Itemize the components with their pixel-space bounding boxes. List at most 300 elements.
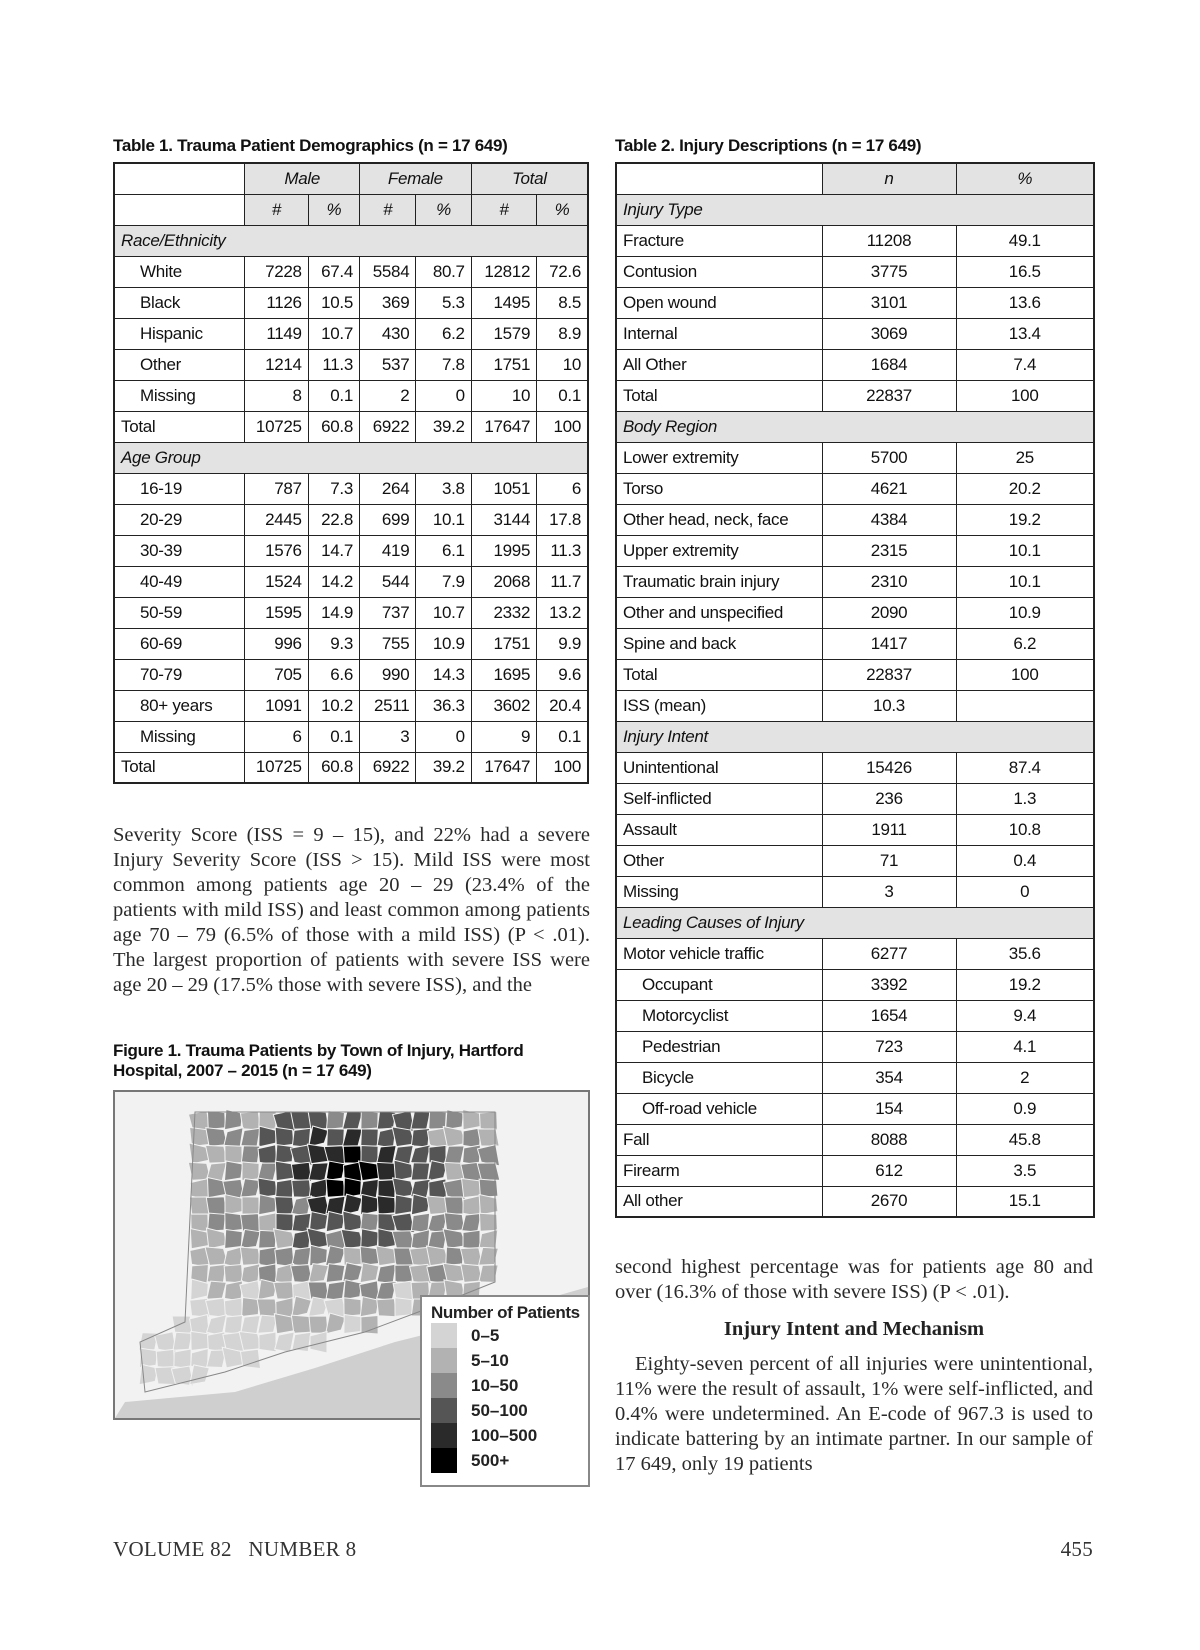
cell-pct: 0.9 (956, 1093, 1094, 1124)
row-label: Upper extremity (616, 535, 822, 566)
table-row (616, 225, 1094, 256)
town-region (274, 1282, 296, 1300)
cell-value: 7228 (245, 256, 308, 287)
table-row (616, 938, 1094, 969)
cell-value: 11.3 (308, 349, 359, 380)
town-region (462, 1213, 481, 1232)
town-region (275, 1197, 294, 1215)
table-row (114, 597, 588, 628)
cell-value: 14.9 (308, 597, 359, 628)
town-region (276, 1214, 293, 1232)
figure1-caption: Figure 1. Trauma Patients by Town of Injury, Hartford Hospital, 2007 – 2015 (n = 17 649) (113, 1041, 524, 1080)
cell-value: 2332 (471, 597, 536, 628)
row-label: 70-79 (114, 659, 245, 690)
cell-value: 1995 (471, 535, 536, 566)
cell-pct: 87.4 (956, 752, 1094, 783)
table-row (114, 659, 588, 690)
town-region (411, 1163, 429, 1180)
legend-item (431, 1423, 588, 1448)
row-label: Missing (114, 721, 245, 752)
table2-section-label: Injury Type (616, 194, 1094, 225)
town-region (308, 1282, 329, 1299)
town-region (377, 1196, 396, 1215)
cell-pct: 35.6 (956, 938, 1094, 969)
table-row (616, 566, 1094, 597)
cell-value: 1695 (471, 659, 536, 690)
table-row (114, 628, 588, 659)
cell-n: 11208 (822, 225, 956, 256)
table1-section (114, 225, 588, 256)
cell-pct: 100 (956, 659, 1094, 690)
table-row (114, 380, 588, 411)
table1-group-0: Male (245, 163, 360, 194)
cell-value: 0.1 (308, 380, 359, 411)
cell-value: 8.5 (537, 287, 588, 318)
row-label: ISS (mean) (616, 690, 822, 721)
town-region (156, 1349, 175, 1368)
legend-swatch (431, 1348, 457, 1373)
cell-value: 10725 (245, 752, 308, 783)
town-region (242, 1298, 260, 1317)
table-total-row (114, 752, 588, 783)
cell-n: 723 (822, 1031, 956, 1062)
town-region (224, 1265, 243, 1283)
town-region (292, 1332, 311, 1351)
town-region (308, 1112, 329, 1130)
table-row (616, 597, 1094, 628)
cell-value: 7.9 (416, 566, 471, 597)
cell-n: 71 (822, 845, 956, 876)
table1-corner (114, 163, 245, 194)
town-region (206, 1145, 228, 1163)
cell-pct: 100 (956, 380, 1094, 411)
row-label: Total (114, 752, 245, 783)
town-region (326, 1281, 345, 1300)
cell-value: 6.2 (416, 318, 471, 349)
town-region (327, 1129, 345, 1146)
legend-label: 5–10 (471, 1350, 509, 1370)
table-row (114, 566, 588, 597)
town-region (241, 1146, 260, 1163)
row-label: Missing (616, 876, 822, 907)
row-label: Bicycle (616, 1062, 822, 1093)
cell-value: 10.1 (416, 504, 471, 535)
table-row (616, 659, 1094, 690)
table-row (616, 473, 1094, 504)
cell-value: 10.2 (308, 690, 359, 721)
town-region (173, 1332, 192, 1350)
town-region (224, 1298, 242, 1318)
town-region (377, 1299, 397, 1317)
table-row (616, 752, 1094, 783)
table1-group-header (114, 163, 588, 194)
town-region (207, 1111, 225, 1130)
town-region (258, 1315, 277, 1333)
town-region (242, 1162, 259, 1180)
table1-subheader-0: # (245, 194, 308, 225)
cell-value: 2511 (360, 690, 416, 721)
town-region (225, 1213, 242, 1232)
town-region (292, 1180, 312, 1198)
cell-value: 537 (360, 349, 416, 380)
row-label: 50-59 (114, 597, 245, 628)
cell-value: 67.4 (308, 256, 359, 287)
town-region (378, 1180, 395, 1198)
legend-label: 100–500 (471, 1425, 538, 1445)
cell-value: 14.2 (308, 566, 359, 597)
legend-label: 50–100 (471, 1400, 528, 1420)
cell-value: 699 (360, 504, 416, 535)
cell-pct: 13.6 (956, 287, 1094, 318)
cell-value: 2 (360, 380, 416, 411)
town-region (377, 1264, 396, 1284)
town-region (463, 1230, 480, 1249)
map-legend (420, 1295, 590, 1487)
table2-header-0: n (822, 163, 956, 194)
table-row (616, 1155, 1094, 1186)
cell-pct: 20.2 (956, 473, 1094, 504)
table2-section-label: Injury Intent (616, 721, 1094, 752)
legend-swatch (431, 1323, 457, 1348)
cell-pct: 9.4 (956, 1000, 1094, 1031)
cell-value: 996 (245, 628, 308, 659)
cell-n: 2670 (822, 1186, 956, 1217)
row-label: Off-road vehicle (616, 1093, 822, 1124)
cell-n: 236 (822, 783, 956, 814)
cell-value: 1214 (245, 349, 308, 380)
table-row (616, 1186, 1094, 1217)
table-row (616, 783, 1094, 814)
left-paragraph: Severity Score (ISS = 9 – 15), and 22% had a severe Injury Severity Score (ISS > 15). Mild ISS were most common among patients age 20 – 29 (23.4% of the patients with mild ISS) and least common among patients age 70 – 79 (6.5% of those with a mild ISS) (P < .01). The largest proportion of patients with severe ISS were age 20 – 29 (17.5% those with severe ISS), and the (113, 824, 590, 996)
legend-swatch (431, 1398, 457, 1423)
row-label: Motor vehicle traffic (616, 938, 822, 969)
table-row (616, 845, 1094, 876)
table-row (616, 628, 1094, 659)
town-region (446, 1110, 464, 1130)
row-label: 60-69 (114, 628, 245, 659)
row-label: Torso (616, 473, 822, 504)
row-label: Occupant (616, 969, 822, 1000)
cell-n: 1684 (822, 349, 956, 380)
cell-value: 14.3 (416, 659, 471, 690)
table2-header-1: % (956, 163, 1094, 194)
table1-subheader-1: % (308, 194, 359, 225)
cell-value: 1091 (245, 690, 308, 721)
table-row (616, 1124, 1094, 1155)
cell-value: 990 (360, 659, 416, 690)
cell-value: 11.7 (537, 566, 588, 597)
table-row (114, 318, 588, 349)
cell-value: 11.3 (537, 535, 588, 566)
town-region (361, 1146, 378, 1164)
table1-section (114, 442, 588, 473)
cell-value: 1524 (245, 566, 308, 597)
cell-value: 3.8 (416, 473, 471, 504)
town-region (361, 1129, 379, 1146)
row-label: Motorcyclist (616, 1000, 822, 1031)
cell-value: 60.8 (308, 411, 359, 442)
town-region (309, 1212, 327, 1232)
town-region (411, 1129, 429, 1147)
legend-item (431, 1373, 588, 1398)
cell-value: 2445 (245, 504, 308, 535)
cell-n: 1911 (822, 814, 956, 845)
cell-pct: 45.8 (956, 1124, 1094, 1155)
table2-section (616, 721, 1094, 752)
row-label: Lower extremity (616, 442, 822, 473)
cell-value: 1495 (471, 287, 536, 318)
row-label: Total (616, 380, 822, 411)
cell-n: 3101 (822, 287, 956, 318)
cell-n: 10.3 (822, 690, 956, 721)
cell-value: 0 (416, 721, 471, 752)
row-label: 40-49 (114, 566, 245, 597)
cell-n: 154 (822, 1093, 956, 1124)
table1-group-2: Total (471, 163, 588, 194)
cell-value: 5584 (360, 256, 416, 287)
town-region (242, 1197, 259, 1214)
town-region (326, 1211, 345, 1231)
town-region (310, 1245, 328, 1266)
town-region (445, 1197, 465, 1214)
cell-value: 705 (245, 659, 308, 690)
town-region (240, 1247, 260, 1265)
cell-pct: 0 (956, 876, 1094, 907)
table-total-row (114, 411, 588, 442)
cell-pct: 19.2 (956, 504, 1094, 535)
town-region (241, 1214, 261, 1232)
town-region (444, 1213, 464, 1232)
town-region (225, 1229, 243, 1248)
table2-section (616, 411, 1094, 442)
town-region (258, 1145, 277, 1166)
town-region (344, 1314, 361, 1333)
table-row (616, 256, 1094, 287)
cell-value: 80.7 (416, 256, 471, 287)
cell-value: 10 (471, 380, 536, 411)
legend-item (431, 1348, 588, 1373)
cell-value: 264 (360, 473, 416, 504)
town-region (206, 1197, 226, 1215)
cell-value: 6.1 (416, 535, 471, 566)
cell-value: 22.8 (308, 504, 359, 535)
cell-value: 9.6 (537, 659, 588, 690)
cell-n: 8088 (822, 1124, 956, 1155)
cell-value: 8 (245, 380, 308, 411)
town-region (377, 1111, 396, 1129)
town-region (411, 1213, 429, 1232)
table2-caption: Table 2. Injury Descriptions (n = 17 649) (615, 136, 922, 155)
cell-value: 6922 (360, 752, 416, 783)
right-paragraph-2: Eighty-seven percent of all injuries were unintentional, 11% were the result of assault, 1% were self-inflicted, and 0.4% were undetermined. An E-code of 967.3 is used to indicate battering by an intimate partner. In our sample of 17 649, only 19 patients (615, 1353, 1093, 1475)
table1-group-1: Female (360, 163, 472, 194)
table2-corner (616, 163, 822, 194)
table-row (616, 504, 1094, 535)
cell-pct: 25 (956, 442, 1094, 473)
row-label: Fracture (616, 225, 822, 256)
table-row (616, 535, 1094, 566)
table-row (114, 721, 588, 752)
cell-n: 3069 (822, 318, 956, 349)
legend-label: 500+ (471, 1450, 510, 1470)
cell-value: 6 (245, 721, 308, 752)
cell-pct: 10.1 (956, 535, 1094, 566)
cell-value: 1149 (245, 318, 308, 349)
cell-value: 787 (245, 473, 308, 504)
table2 (615, 162, 1095, 1218)
cell-value: 7.3 (308, 473, 359, 504)
town-region (259, 1230, 277, 1248)
row-label: Traumatic brain injury (616, 566, 822, 597)
cell-value: 6 (537, 473, 588, 504)
town-region (411, 1112, 430, 1129)
cell-value: 10.7 (416, 597, 471, 628)
cell-pct: 10.8 (956, 814, 1094, 845)
table-row (114, 690, 588, 721)
row-label: 80+ years (114, 690, 245, 721)
cell-n: 4621 (822, 473, 956, 504)
table-row (616, 442, 1094, 473)
town-region (259, 1126, 276, 1147)
town-region (241, 1128, 260, 1147)
table-row (114, 256, 588, 287)
cell-value: 0.1 (537, 721, 588, 752)
cell-value: 9 (471, 721, 536, 752)
town-region (361, 1111, 378, 1129)
town-region (463, 1110, 481, 1130)
town-region (326, 1111, 344, 1130)
row-label: 20-29 (114, 504, 245, 535)
town-region (445, 1146, 464, 1163)
cell-pct: 15.1 (956, 1186, 1094, 1217)
town-region (478, 1129, 499, 1146)
cell-value: 12812 (471, 256, 536, 287)
town-region (377, 1162, 397, 1180)
cell-value: 419 (360, 535, 416, 566)
table-row (114, 504, 588, 535)
section-heading: Injury Intent and Mechanism (723, 1318, 985, 1340)
row-label: Assault (616, 814, 822, 845)
cell-value: 0.1 (308, 721, 359, 752)
cell-n: 1654 (822, 1000, 956, 1031)
cell-value: 17647 (471, 752, 536, 783)
table-row (616, 318, 1094, 349)
cell-value: 0 (416, 380, 471, 411)
cell-pct: 7.4 (956, 349, 1094, 380)
cell-value: 20.4 (537, 690, 588, 721)
cell-value: 1579 (471, 318, 536, 349)
town-region (225, 1195, 242, 1215)
cell-pct: 13.4 (956, 318, 1094, 349)
table1-subheader-5: % (537, 194, 588, 225)
town-region (326, 1179, 345, 1197)
cell-value: 755 (360, 628, 416, 659)
town-region (259, 1195, 277, 1215)
town-region (395, 1298, 412, 1317)
cell-value: 9.3 (308, 628, 359, 659)
table2-section-label: Body Region (616, 411, 1094, 442)
table-row (616, 1000, 1094, 1031)
cell-value: 1051 (471, 473, 536, 504)
cell-n: 3392 (822, 969, 956, 1000)
town-region (395, 1195, 413, 1215)
cell-value: 9.9 (537, 628, 588, 659)
cell-n: 3 (822, 876, 956, 907)
cell-pct: 0.4 (956, 845, 1094, 876)
table-row (616, 814, 1094, 845)
table1-caption: Table 1. Trauma Patient Demographics (n = 17 649) (113, 136, 508, 155)
town-region (326, 1161, 345, 1181)
cell-value: 0.1 (537, 380, 588, 411)
town-region (477, 1163, 500, 1180)
town-region (191, 1214, 208, 1231)
cell-n: 22837 (822, 380, 956, 411)
town-region (276, 1179, 294, 1199)
town-region (207, 1264, 226, 1283)
cell-value: 36.3 (416, 690, 471, 721)
town-region (463, 1128, 480, 1148)
table-row (616, 1093, 1094, 1124)
town-region (225, 1145, 242, 1163)
row-label: Firearm (616, 1155, 822, 1186)
town-region (291, 1315, 311, 1333)
town-region (326, 1264, 345, 1283)
town-region (224, 1161, 242, 1181)
table2-section (616, 907, 1094, 938)
cell-pct: 2 (956, 1062, 1094, 1093)
cell-value: 737 (360, 597, 416, 628)
legend-swatch (431, 1448, 457, 1473)
table1-section-label: Race/Ethnicity (114, 225, 588, 256)
cell-value: 1751 (471, 349, 536, 380)
cell-pct: 19.2 (956, 969, 1094, 1000)
table-row (114, 287, 588, 318)
cell-value: 430 (360, 318, 416, 349)
row-label: Open wound (616, 287, 822, 318)
page-number: 455 (1060, 1537, 1093, 1561)
row-label: Total (114, 411, 245, 442)
footer-volume: VOLUME 82 NUMBER 8 (113, 1537, 357, 1561)
table-row (114, 349, 588, 380)
legend-swatch (431, 1373, 457, 1398)
cell-n: 2315 (822, 535, 956, 566)
table1-subheader-4: # (471, 194, 536, 225)
cell-pct: 16.5 (956, 256, 1094, 287)
row-label: Unintentional (616, 752, 822, 783)
table-row (616, 1062, 1094, 1093)
cell-value: 10.9 (416, 628, 471, 659)
cell-pct: 49.1 (956, 225, 1094, 256)
cell-pct: 3.5 (956, 1155, 1094, 1186)
table-row (616, 349, 1094, 380)
table2-section-label: Leading Causes of Injury (616, 907, 1094, 938)
cell-value: 1595 (245, 597, 308, 628)
legend-item (431, 1448, 588, 1473)
cell-n: 612 (822, 1155, 956, 1186)
town-region (191, 1331, 208, 1350)
cell-value: 10725 (245, 411, 308, 442)
cell-value: 100 (537, 752, 588, 783)
row-label: Other head, neck, face (616, 504, 822, 535)
cell-value: 1751 (471, 628, 536, 659)
table-row (616, 969, 1094, 1000)
cell-n: 5700 (822, 442, 956, 473)
row-label: 30-39 (114, 535, 245, 566)
row-label: Missing (114, 380, 245, 411)
cell-value: 3144 (471, 504, 536, 535)
row-label: Self-inflicted (616, 783, 822, 814)
town-region (309, 1316, 328, 1333)
